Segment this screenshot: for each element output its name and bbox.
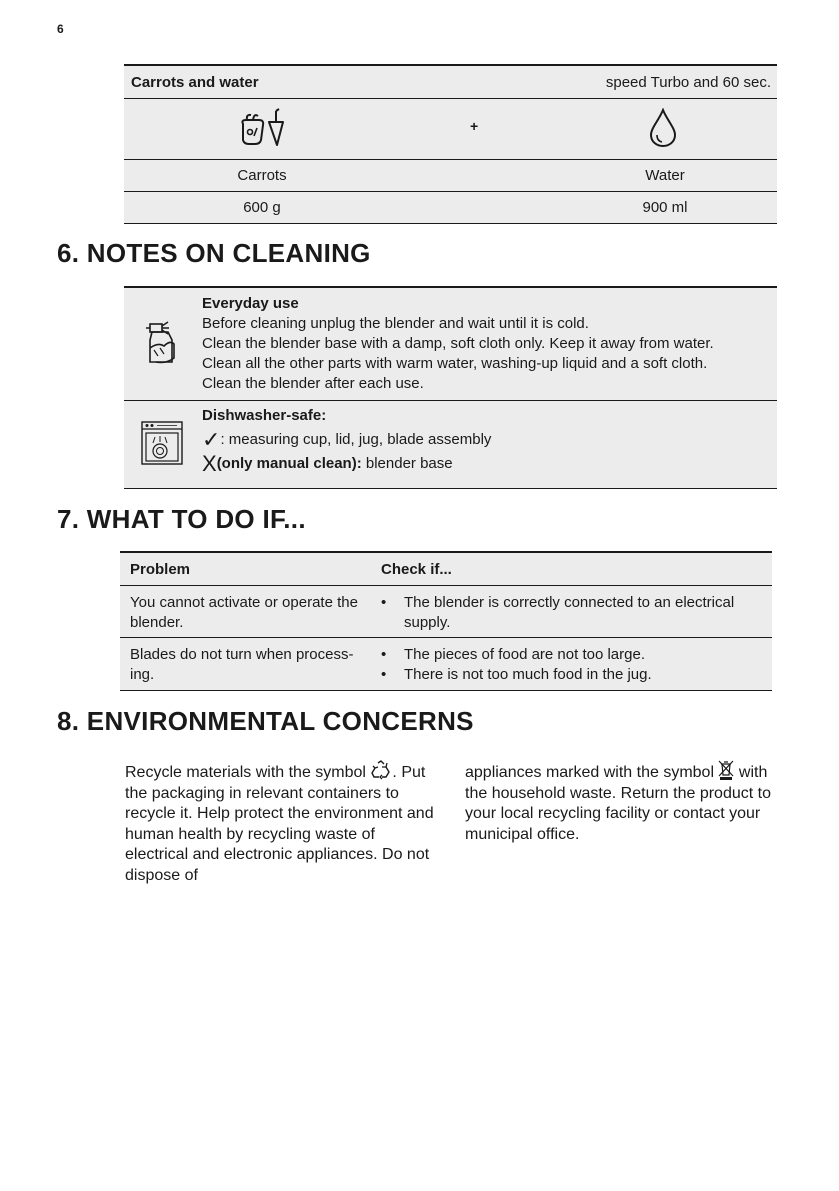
recycle-icon bbox=[370, 760, 392, 780]
env-text: with the household waste. Return the product to your local recycling facility or contact your municipal office. bbox=[465, 764, 771, 843]
dishwasher-safe-line bbox=[202, 427, 492, 452]
recipe-icons-row bbox=[124, 99, 777, 160]
spray-cleaning-icon bbox=[144, 318, 178, 366]
column-header-check: Check if... bbox=[381, 561, 452, 578]
table-row bbox=[120, 586, 772, 638]
everyday-use-text bbox=[202, 294, 714, 394]
recipe-title: Carrots and water bbox=[131, 74, 259, 91]
everyday-use-line: Before cleaning unplug the blender and wait until it is cold. bbox=[202, 315, 589, 332]
section-heading-cleaning: 6. NOTES ON CLEANING bbox=[57, 238, 371, 268]
everyday-use-title: Everyday use bbox=[202, 295, 299, 312]
env-text: Recycle materials with the symbol bbox=[125, 764, 371, 781]
recipe-setting: speed Turbo and 60 sec. bbox=[605, 74, 771, 91]
check-item: • The pieces of food are not too large. bbox=[381, 645, 766, 665]
everyday-use-block bbox=[124, 286, 777, 401]
check-list bbox=[381, 593, 766, 633]
dishwasher-block bbox=[124, 401, 777, 489]
carrots-icon bbox=[237, 108, 293, 148]
check-item: • The blender is correctly connected to an electrical supply. bbox=[381, 593, 766, 633]
env-text: appliances marked with the symbol bbox=[465, 764, 719, 781]
column-header-problem: Problem bbox=[130, 561, 191, 578]
manual-clean-parts: blender base bbox=[361, 455, 453, 472]
recipe-header-row bbox=[124, 64, 777, 99]
page-number: 6 bbox=[57, 22, 64, 36]
check-item: • There is not too much food in the jug. bbox=[381, 665, 766, 685]
check-mark-icon: ✓ bbox=[202, 427, 221, 452]
dishwasher-safe-parts: : measuring cup, lid, jug, blade assembly bbox=[220, 431, 492, 448]
plus-sign: + bbox=[470, 118, 479, 134]
manual-clean-line bbox=[202, 451, 491, 476]
ingredient-amount: 600 g bbox=[243, 199, 281, 216]
recipe-names-row bbox=[124, 160, 777, 192]
everyday-use-line: Clean all the other parts with warm water, washing-up liquid and a soft cloth. bbox=[202, 355, 708, 372]
recipe-amounts-row bbox=[124, 192, 777, 224]
troubleshooting-table bbox=[120, 551, 772, 691]
table-row bbox=[120, 638, 772, 691]
water-drop-icon bbox=[648, 108, 678, 148]
everyday-use-line: Clean the blender after each use. bbox=[202, 375, 424, 392]
dishwasher-title: Dishwasher-safe: bbox=[202, 407, 327, 424]
ingredient-name: Carrots bbox=[237, 167, 287, 184]
crossed-bin-icon bbox=[718, 760, 734, 780]
ingredient-name: Water bbox=[645, 167, 685, 184]
recipe-table bbox=[124, 64, 777, 224]
dishwasher-icon bbox=[141, 421, 183, 465]
environment-column-2 bbox=[465, 760, 775, 845]
section-heading-environment: 8. ENVIRONMENTAL CONCERNS bbox=[57, 706, 474, 736]
everyday-use-line: Clean the blender base with a damp, soft cloth only. Keep it away from water. bbox=[202, 335, 714, 352]
ingredient-amount: 900 ml bbox=[642, 199, 688, 216]
dishwasher-text bbox=[202, 406, 491, 474]
problem-cell: You cannot activate or operate the blender. bbox=[130, 594, 358, 631]
problem-cell: Blades do not turn when process-ing. bbox=[130, 646, 354, 683]
cleaning-box bbox=[124, 286, 777, 489]
check-list bbox=[381, 645, 766, 685]
cross-mark-icon: X bbox=[202, 451, 217, 476]
env-text: . Put the packaging in relevant containers to recycle it. Help protect the environment and human health by recycling waste of electrical and electronic appliances. Do not dispose of bbox=[125, 764, 434, 884]
environment-column-1 bbox=[125, 760, 435, 886]
table-header-row bbox=[120, 551, 772, 586]
manual-clean-label: (only manual clean): bbox=[216, 455, 362, 472]
section-heading-troubleshooting: 7. WHAT TO DO IF... bbox=[57, 504, 306, 534]
